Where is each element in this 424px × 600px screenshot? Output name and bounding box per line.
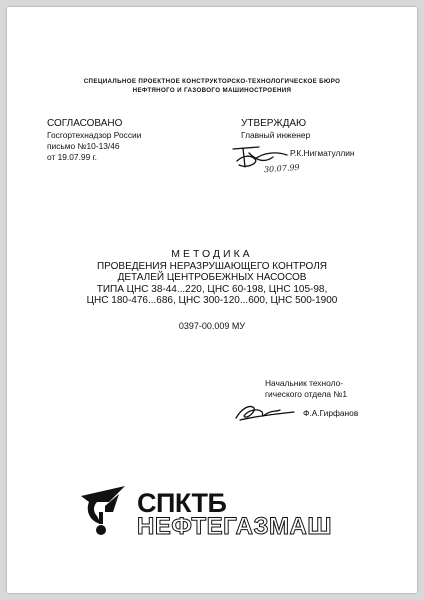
organization-header — [7, 78, 417, 95]
document-title — [7, 249, 417, 307]
agreed-authority: Госгортехнадзор России — [47, 130, 142, 140]
company-logo-icon — [79, 482, 135, 542]
chief-engineer-name: Р.К.Нигматуллин — [290, 148, 355, 158]
title-line-2: ДЕТАЛЕЙ ЦЕНТРОБЕЖНЫХ НАСОСОВ — [117, 272, 307, 284]
title-line-3: ТИПА ЦНС 38-44...220, ЦНС 60-198, ЦНС 105-98, — [96, 283, 328, 295]
agreed-date: от 19.07.99 г. — [47, 151, 97, 162]
department-chief-block — [265, 378, 347, 399]
agreed-block — [47, 118, 141, 162]
approval-date-handwritten: 30.07.99 — [263, 162, 300, 175]
approve-block — [241, 118, 310, 141]
document-page — [7, 7, 417, 593]
title-line-1: ПРОВЕДЕНИЯ НЕРАЗРУШАЮЩЕГО КОНТРОЛЯ — [96, 260, 327, 272]
agreed-letter: письмо №10-13/46 — [47, 140, 120, 151]
agreed-title: СОГЛАСОВАНО — [47, 118, 123, 129]
brand-name-line-2: НЕФТЕГАЗМАШ — [137, 513, 332, 540]
department-chief-signature-icon — [232, 400, 300, 424]
chief-role-line-1: Начальник техноло- — [265, 378, 344, 388]
document-code: 0397-00.009 МУ — [178, 321, 246, 331]
organization-line-2: НЕФТЯНОГО И ГАЗОВОГО МАШИНОСТРОЕНИЯ — [132, 86, 292, 94]
title-line-4: ЦНС 180-476...686, ЦНС 300-120...600, ЦНС 500-1900 — [86, 295, 338, 307]
title-word: МЕТОДИКА — [171, 248, 253, 260]
organization-line-1: СПЕЦИАЛЬНОЕ ПРОЕКТНОЕ КОНСТРУКТОРСКО-ТЕХНОЛОГИЧЕСКОЕ БЮРО — [83, 78, 341, 85]
approve-title: УТВЕРЖДАЮ — [241, 118, 307, 129]
chief-role-line-2: гического отдела №1 — [265, 388, 348, 399]
approve-role: Главный инженер — [241, 130, 311, 140]
brand-name-line-1: СПКТБ — [137, 488, 227, 518]
department-chief-name: Ф.А.Гирфанов — [303, 408, 359, 418]
